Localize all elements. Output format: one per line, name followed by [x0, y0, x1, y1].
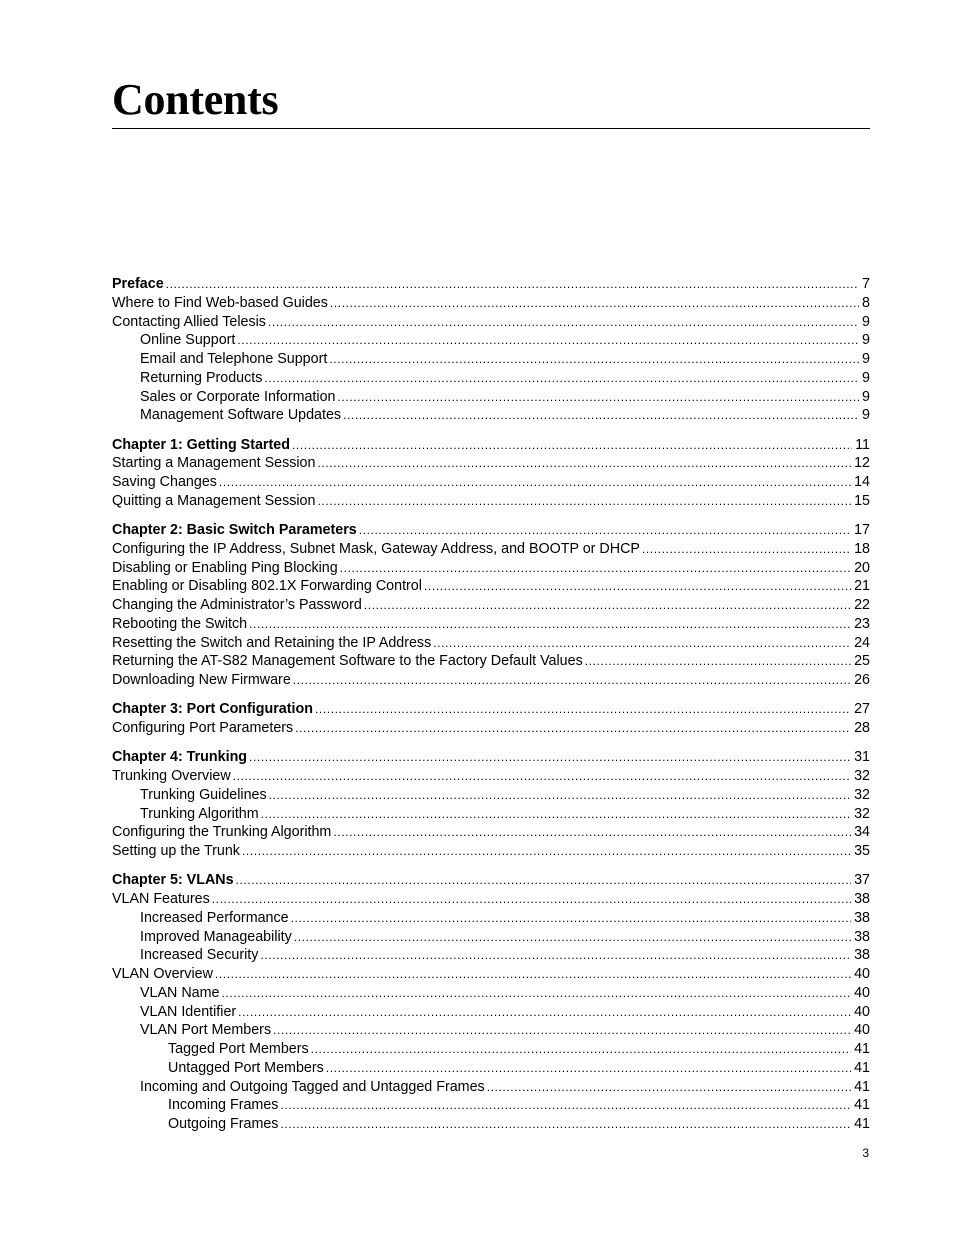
toc-entry-title: Returning the AT-S82 Management Software to the Factory Default Values — [112, 653, 583, 670]
toc-entry[interactable] — [112, 596, 870, 615]
dot-leader — [221, 984, 851, 1003]
toc-chapter-entry[interactable] — [112, 275, 870, 294]
dot-leader — [242, 842, 851, 861]
toc-entry-page: 20 — [854, 559, 870, 576]
toc-entry-title: Online Support — [140, 332, 236, 349]
page-title: Contents — [112, 75, 279, 124]
toc-entry-page: 11 — [855, 436, 870, 453]
dot-leader — [585, 652, 851, 671]
toc-entry[interactable] — [112, 313, 870, 332]
dot-leader — [642, 540, 851, 559]
dot-leader — [280, 1115, 851, 1134]
toc-entry-page: 9 — [862, 407, 870, 424]
dot-leader — [330, 294, 859, 313]
dot-leader — [364, 596, 851, 615]
dot-leader — [238, 1003, 851, 1022]
toc-entry-title: Configuring Port Parameters — [112, 720, 294, 736]
toc-entry[interactable] — [112, 786, 870, 805]
toc-entry-page: 32 — [854, 805, 870, 822]
toc-entry[interactable] — [112, 350, 870, 369]
toc-entry[interactable] — [112, 1021, 870, 1040]
toc-section — [112, 436, 870, 511]
toc-entry-title: Starting a Management Session — [112, 455, 316, 472]
toc-entry-title: VLAN Identifier — [140, 1003, 237, 1020]
dot-leader — [273, 1021, 851, 1040]
toc-entry[interactable] — [112, 454, 870, 473]
dot-leader — [433, 634, 851, 653]
toc-entry[interactable] — [112, 767, 870, 786]
dot-leader — [260, 946, 851, 965]
toc-entry-title: Enabling or Disabling 802.1X Forwarding Control — [112, 578, 422, 595]
toc-entry-title: Rebooting the Switch — [112, 615, 248, 632]
toc-entry-title: Incoming Frames — [168, 1097, 279, 1114]
toc-entry-page: 34 — [854, 824, 870, 841]
toc-section — [112, 700, 870, 738]
toc-entry-page: 28 — [854, 720, 870, 736]
toc-entry-title: Tagged Port Members — [168, 1041, 309, 1057]
table-of-contents — [112, 275, 870, 1144]
toc-entry-page: 24 — [854, 634, 870, 651]
toc-entry[interactable] — [112, 540, 870, 559]
toc-entry-title: Contacting Allied Telesis — [112, 313, 266, 330]
dot-leader — [249, 615, 851, 634]
toc-entry[interactable] — [112, 823, 870, 842]
toc-entry-title: Incoming and Outgoing Tagged and Untagged Frames — [140, 1078, 485, 1095]
toc-entry-title: VLAN Name — [140, 984, 220, 1001]
toc-entry-title: Chapter 2: Basic Switch Parameters — [112, 522, 357, 538]
toc-entry[interactable] — [112, 805, 870, 824]
toc-entry-title: Chapter 1: Getting Started — [112, 436, 290, 453]
toc-entry-page: 38 — [854, 909, 870, 926]
toc-entry-page: 35 — [854, 843, 870, 859]
dot-leader — [311, 1040, 851, 1059]
toc-entry-page: 9 — [862, 313, 870, 330]
toc-entry[interactable] — [112, 1003, 870, 1022]
toc-entry[interactable] — [112, 559, 870, 578]
toc-entry-title: Disabling or Enabling Ping Blocking — [112, 559, 338, 576]
toc-entry-title: VLAN Overview — [112, 966, 213, 982]
toc-section — [112, 521, 870, 690]
dot-leader — [329, 350, 859, 369]
dot-leader — [326, 1059, 851, 1078]
toc-entry-page: 15 — [854, 492, 870, 509]
toc-entry-page: 41 — [854, 1041, 870, 1057]
toc-entry-title: Trunking Overview — [112, 768, 231, 784]
toc-entry-page: 38 — [854, 891, 870, 907]
dot-leader — [292, 436, 852, 455]
dot-leader — [166, 275, 859, 294]
toc-entry-page: 40 — [854, 1003, 870, 1020]
toc-entry-title: Outgoing Frames — [168, 1116, 279, 1132]
toc-entry-page: 18 — [854, 540, 870, 557]
toc-chapter-entry[interactable] — [112, 748, 870, 767]
toc-entry-page: 14 — [854, 474, 870, 490]
toc-entry-title: Increased Performance — [140, 909, 289, 926]
toc-chapter-entry[interactable] — [112, 521, 870, 540]
dot-leader — [236, 871, 852, 890]
dot-leader — [261, 805, 851, 824]
toc-entry[interactable] — [112, 615, 870, 634]
toc-entry-page: 40 — [854, 1022, 870, 1039]
dot-leader — [249, 748, 851, 767]
dot-leader — [215, 965, 851, 984]
toc-entry-title: Downloading New Firmware — [112, 672, 291, 688]
toc-entry-page: 41 — [854, 1116, 870, 1132]
toc-entry[interactable] — [112, 652, 870, 671]
toc-entry-title: Changing the Administrator’s Password — [112, 597, 362, 613]
toc-entry[interactable] — [112, 965, 870, 984]
dot-leader — [294, 928, 851, 947]
toc-entry-title: Saving Changes — [112, 474, 217, 490]
toc-entry[interactable] — [112, 909, 870, 928]
toc-entry[interactable] — [112, 473, 870, 492]
dot-leader — [295, 719, 851, 738]
toc-entry-page: 23 — [854, 615, 870, 632]
toc-entry-page: 27 — [854, 701, 870, 718]
toc-entry-title: Setting up the Trunk — [112, 843, 240, 859]
toc-entry-page: 38 — [854, 947, 870, 964]
toc-entry[interactable] — [112, 577, 870, 596]
toc-entry-page: 31 — [854, 749, 870, 766]
toc-entry-title: Email and Telephone Support — [140, 351, 328, 367]
dot-leader — [338, 388, 860, 407]
toc-entry[interactable] — [112, 369, 870, 388]
toc-entry[interactable] — [112, 890, 870, 909]
toc-entry-title: Quitting a Management Session — [112, 492, 316, 509]
toc-entry[interactable] — [112, 719, 870, 738]
toc-entry-title: Chapter 3: Port Configuration — [112, 701, 313, 718]
toc-entry-page: 41 — [854, 1097, 870, 1114]
toc-entry[interactable] — [112, 671, 870, 690]
toc-entry-title: Configuring the Trunking Algorithm — [112, 824, 332, 841]
toc-chapter-entry[interactable] — [112, 436, 870, 455]
dot-leader — [264, 369, 859, 388]
dot-leader — [280, 1096, 851, 1115]
toc-section — [112, 748, 870, 861]
toc-entry-page: 8 — [862, 294, 870, 311]
dot-leader — [340, 559, 851, 578]
toc-entry-page: 9 — [862, 388, 870, 405]
toc-entry-page: 41 — [854, 1078, 870, 1095]
dot-leader — [424, 577, 851, 596]
toc-entry-page: 9 — [862, 369, 870, 386]
toc-entry-title: Returning Products — [140, 369, 263, 386]
toc-entry[interactable] — [112, 492, 870, 511]
toc-entry-page: 9 — [862, 332, 870, 349]
toc-entry[interactable] — [112, 331, 870, 350]
toc-entry[interactable] — [112, 842, 870, 861]
toc-entry[interactable] — [112, 634, 870, 653]
toc-entry-title: VLAN Port Members — [140, 1022, 272, 1039]
toc-entry-title: Preface — [112, 276, 164, 292]
dot-leader — [343, 406, 859, 425]
dot-leader — [333, 823, 851, 842]
dot-leader — [268, 313, 859, 332]
dot-leader — [269, 786, 851, 805]
toc-entry[interactable] — [112, 928, 870, 947]
toc-section — [112, 871, 870, 1134]
dot-leader — [317, 454, 851, 473]
dot-leader — [293, 671, 851, 690]
toc-entry[interactable] — [112, 406, 870, 425]
dot-leader — [291, 909, 851, 928]
toc-entry-title: Improved Manageability — [140, 928, 292, 945]
toc-entry-page: 38 — [854, 928, 870, 945]
dot-leader — [219, 473, 851, 492]
toc-entry-title: Chapter 4: Trunking — [112, 749, 248, 766]
toc-entry-page: 37 — [854, 872, 870, 889]
toc-entry-title: Sales or Corporate Information — [140, 388, 336, 405]
dot-leader — [212, 890, 851, 909]
toc-entry[interactable] — [112, 984, 870, 1003]
toc-entry[interactable] — [112, 1115, 870, 1134]
toc-entry-title: Trunking Algorithm — [140, 805, 259, 822]
toc-entry-page: 26 — [854, 672, 870, 688]
toc-entry-page: 25 — [854, 653, 870, 670]
toc-entry-title: Chapter 5: VLANs — [112, 872, 234, 889]
title-rule — [112, 128, 870, 129]
toc-entry[interactable] — [112, 388, 870, 407]
toc-entry-page: 41 — [854, 1059, 870, 1076]
toc-chapter-entry[interactable] — [112, 700, 870, 719]
toc-entry-title: Management Software Updates — [140, 407, 342, 424]
dot-leader — [233, 767, 851, 786]
toc-entry-page: 21 — [854, 578, 870, 595]
toc-entry-title: Increased Security — [140, 947, 259, 964]
toc-entry-title: Untagged Port Members — [168, 1059, 324, 1076]
toc-entry-page: 9 — [862, 351, 870, 367]
toc-entry[interactable] — [112, 294, 870, 313]
dot-leader — [359, 521, 851, 540]
toc-entry[interactable] — [112, 946, 870, 965]
dot-leader — [487, 1078, 851, 1097]
toc-chapter-entry[interactable] — [112, 871, 870, 890]
toc-entry[interactable] — [112, 1059, 870, 1078]
toc-entry-page: 12 — [854, 455, 870, 472]
dot-leader — [237, 331, 859, 350]
toc-entry-page: 17 — [854, 522, 870, 538]
toc-entry-page: 22 — [854, 597, 870, 613]
toc-entry-page: 40 — [854, 984, 870, 1001]
toc-entry-title: Where to Find Web-based Guides — [112, 294, 328, 311]
page-number: 3 — [862, 1146, 869, 1160]
dot-leader — [317, 492, 851, 511]
toc-entry-title: Resetting the Switch and Retaining the IP Address — [112, 634, 432, 651]
toc-entry[interactable] — [112, 1040, 870, 1059]
toc-entry-page: 32 — [854, 768, 870, 784]
toc-entry-page: 7 — [862, 276, 870, 292]
toc-entry-title: Trunking Guidelines — [140, 786, 267, 803]
toc-entry[interactable] — [112, 1096, 870, 1115]
toc-entry-title: VLAN Features — [112, 891, 210, 907]
toc-entry-page: 32 — [854, 786, 870, 803]
dot-leader — [315, 700, 851, 719]
toc-section — [112, 275, 870, 425]
toc-entry-page: 40 — [854, 966, 870, 982]
toc-entry[interactable] — [112, 1078, 870, 1097]
toc-entry-title: Configuring the IP Address, Subnet Mask, Gateway Address, and BOOTP or DHCP — [112, 540, 640, 557]
